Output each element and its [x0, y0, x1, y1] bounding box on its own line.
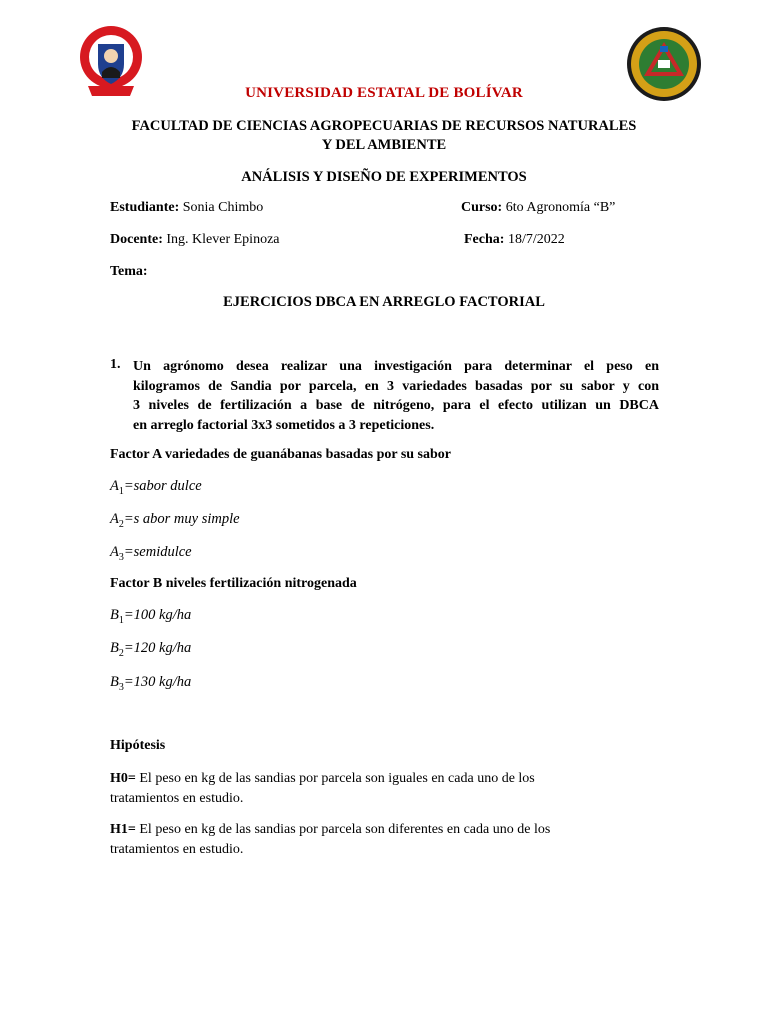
course-title: ANÁLISIS Y DISEÑO DE EXPERIMENTOS [241, 169, 527, 185]
topic-title: EJERCICIOS DBCA EN ARREGLO FACTORIAL [223, 294, 545, 310]
h0-text-line-1: El peso en kg de las sandias por parcela son iguales en cada uno de los [135, 771, 535, 786]
faculty-line-1: FACULTAD DE CIENCIAS AGROPECUARIAS DE RECURSOS NATURALES [131, 118, 637, 134]
fecha-row [464, 232, 565, 248]
docente-label: Docente: [110, 232, 163, 247]
problem-line: kilogramos de Sandia por parcela, en 3 variedades basadas por su sabor y con [133, 378, 659, 394]
problem-number: 1. [110, 357, 121, 372]
h1-label: H1= [110, 822, 136, 837]
factor-b-item: $B_3=130$ kg/ha [110, 674, 192, 693]
student-label: Estudiante: [110, 200, 180, 215]
curso-value: 6to Agronomía “B” [505, 200, 616, 215]
university-name: UNIVERSIDAD ESTATAL DE BOLÍVAR [245, 85, 523, 101]
curso-row [461, 200, 615, 216]
h0-text-line-2: tratamientos en estudio. [110, 791, 244, 806]
problem-line: en arreglo factorial 3x3 sometidos a 3 repeticiones. [133, 417, 435, 433]
docente-row [110, 232, 280, 248]
factor-b-item: $B_1=100$ kg/ha [110, 607, 192, 626]
h0-paragraph [110, 769, 670, 809]
docente-value: Ing. Klever Epinoza [166, 232, 280, 247]
h1-text-line-1: El peso en kg de las sandias por parcela son diferentes en cada uno de los [135, 822, 551, 837]
h0-label: H0= [110, 771, 136, 786]
problem-text [133, 357, 659, 435]
student-value: Sonia Chimbo [182, 200, 264, 215]
factor-b-title: Factor B niveles fertilización nitrogenada [110, 576, 357, 591]
problem-line: Un agrónomo desea realizar una investigación para determinar el peso en [133, 359, 659, 374]
factor-b-item: $B_2=120$ kg/ha [110, 640, 192, 659]
factor-a-item: $A_2=s$ abor muy simple [110, 511, 240, 530]
student-row [110, 200, 263, 216]
faculty-line-2: Y DEL AMBIENTE [321, 137, 447, 153]
problem-line: 3 niveles de fertilización a base de nitrógeno, para el efecto utilizan un DBCA [133, 398, 659, 413]
h1-text-line-2: tratamientos en estudio. [110, 842, 244, 857]
h1-paragraph [110, 820, 670, 860]
hypothesis-title: Hipótesis [110, 738, 166, 753]
fecha-label: Fecha: [464, 232, 505, 247]
factor-a-title: Factor A variedades de guanábanas basadas por su sabor [110, 447, 451, 462]
factor-a-item: $A_1=sabor$ dulce [110, 478, 202, 497]
factor-a-item: $A_3=semidulce$ [110, 544, 192, 563]
tema-label: Tema: [110, 264, 148, 279]
curso-label: Curso: [461, 200, 503, 215]
fecha-value: 18/7/2022 [507, 232, 565, 247]
